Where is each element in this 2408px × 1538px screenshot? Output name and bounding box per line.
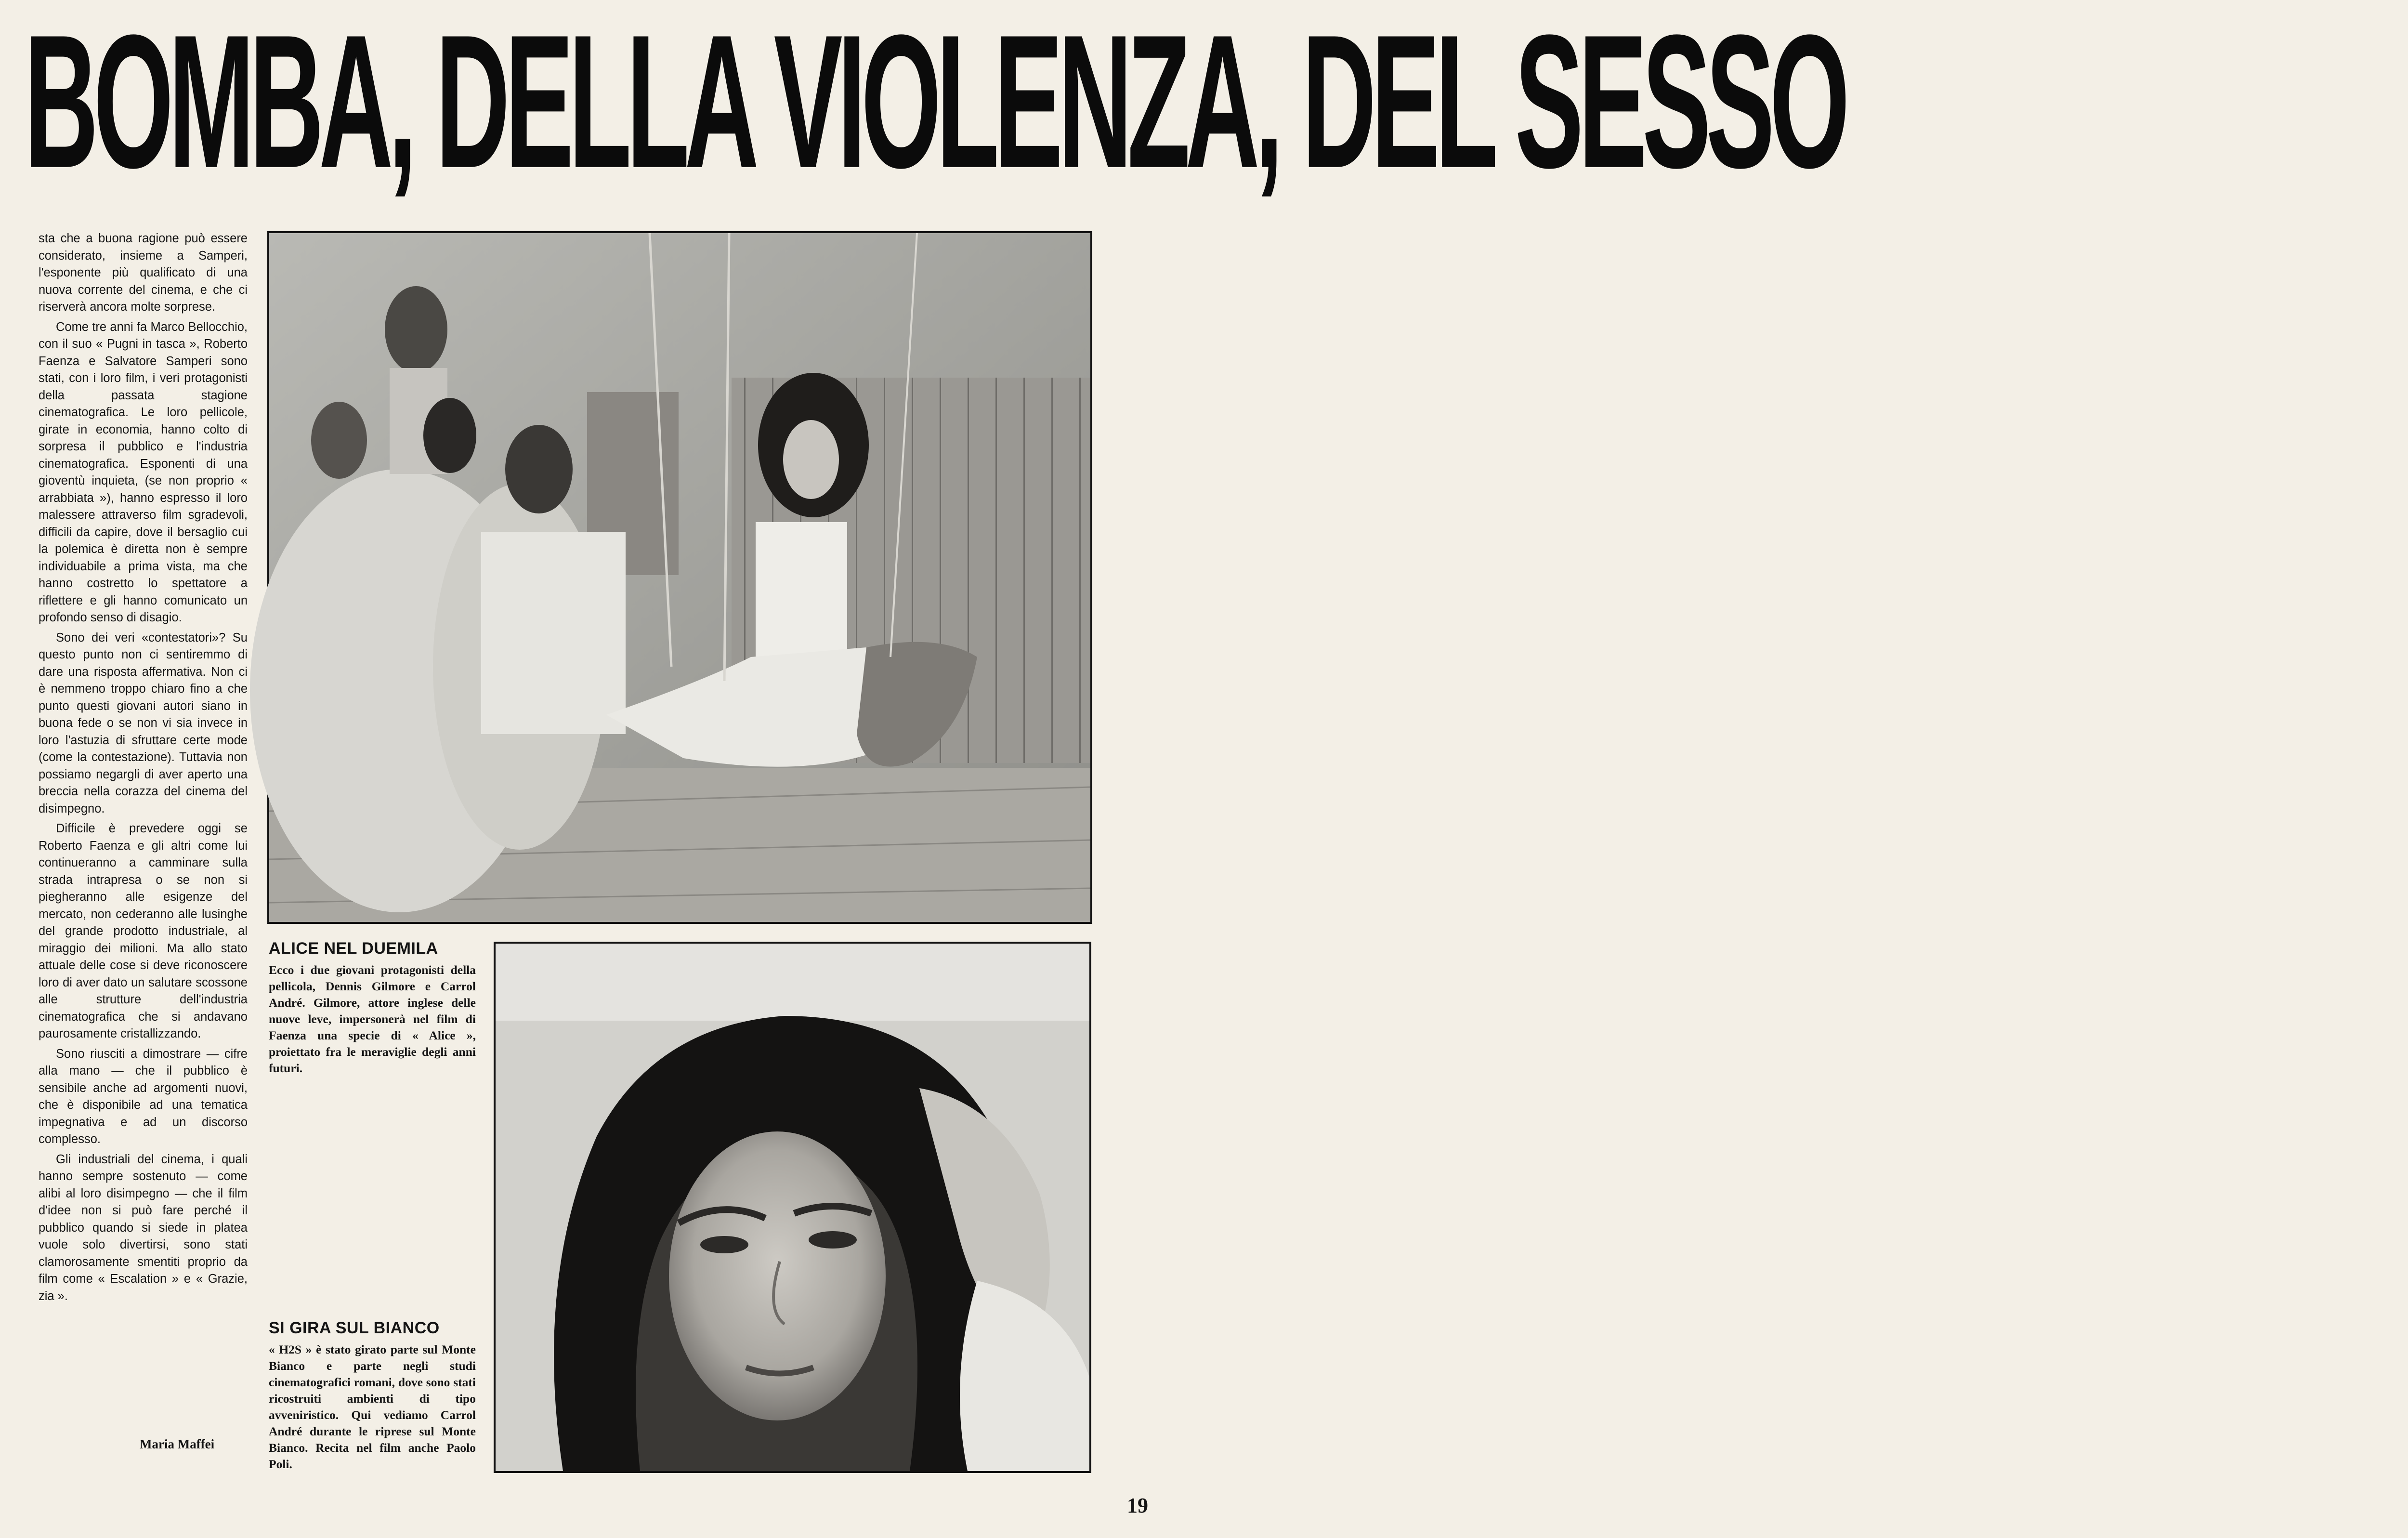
photo-portrait (494, 942, 1091, 1473)
headline (24, 0, 1845, 208)
caption-bianco (269, 1319, 476, 1472)
caption-title: ALICE NEL DUEMILA (269, 939, 438, 958)
caption-text: Ecco i due giovani protagonisti della pellicola, Dennis Gilmore e Carrol André. Gilmore, attore inglese delle nuove leve, impersonerà nel film di Faenza una specie di « Alice », proiettato fra le meraviglie degli anni futuri. (269, 963, 476, 1075)
headline-text: BOMBA, DELLA VIOLENZA, DEL SESSO (24, 0, 1845, 208)
photo-swing-scene-image (269, 233, 1090, 922)
article-paragraph: Come tre anni fa Marco Bellocchio, con il suo « Pugni in tasca », Roberto Faenza e Salvatore Samperi sono stati, con i loro film, i veri protagonisti della passata stagione cinematografica. Le loro pellicole, girate in economia, hanno colto di sorpresa il pubblico e l'industria cinematografica. Esponenti di una gioventù inquieta, (se non proprio « arrabbiata »), hanno espresso il loro malessere attraverso film sgradevoli, difficili da capire, dove il bersaglio cui la polemica è diretta non è sempre individuabile a prima vista, ma che hanno costretto lo spettatore a riflettere e gli hanno comunicato un profondo senso di disagio. (39, 320, 248, 624)
article-paragraph: Gli industriali del cinema, i quali hanno sempre sostenuto — come alibi al loro disimpegno — che il film d'idee non si può fare perché il pubblico quando si siede in platea vuole solo divertirsi, sono stati clamorosamente smentiti proprio da film come « Escalation » e « Grazie, zia ». (39, 1152, 248, 1303)
article-paragraph: sta che a buona ragione può essere considerato, insieme a Samperi, l'esponente più qualificato di una nuova corrente del cinema, e che ci riserverà ancora molte sorprese. (39, 232, 248, 314)
page-number: 19 (1127, 1494, 1148, 1517)
caption-text: « H2S » è stato girato parte sul Monte Bianco e parte negli studi cinematografici romani, dove sono stati ricostruiti ambienti di tipo avveniristico. Qui vediamo Carrol André durante le riprese sul Monte Bianco. Recita nel film anche Paolo Poli. (269, 1342, 476, 1471)
article-paragraph: Sono riusciti a dimostrare — cifre alla mano — che il pubblico è sensibile anche ad argomenti nuovi, che è disponibile ad una tematica impegnativa e ad un discorso complesso. (39, 1047, 248, 1146)
caption-alice (269, 939, 476, 1077)
article-paragraph: Difficile è prevedere oggi se Roberto Faenza e gli altri come lui continueranno a camminare sulla strada intrapresa o se non si piegheranno alle esigenze del mercato, non cederanno alle lusinghe del grande prodotto industriale, al miraggio dei milioni. Ma allo stato attuale delle cose si deve riconoscere loro di aver dato un salutare scossone alle strutture dell'industria cinematografica che si andavano paurosamente cristallizzando. (39, 822, 248, 1040)
photo-swing-scene (267, 231, 1092, 924)
article-paragraph: Sono dei veri «contestatori»? Su questo punto non ci sentiremmo di dare una risposta affermativa. Non ci è nemmeno troppo chiaro fino a che punto questi giovani autori siano in buona fede o se non vi sia invece in loro l'astuzia di sfruttare certe mode (come la contestazione). Tuttavia non possiamo negargli di aver aperto una breccia nella corazza del cinema del disimpegno. (39, 631, 248, 815)
author-signature: Maria Maffei (140, 1437, 215, 1451)
article-body (39, 230, 248, 1308)
photo-portrait-image (496, 944, 1089, 1471)
caption-title: SI GIRA SUL BIANCO (269, 1319, 440, 1337)
